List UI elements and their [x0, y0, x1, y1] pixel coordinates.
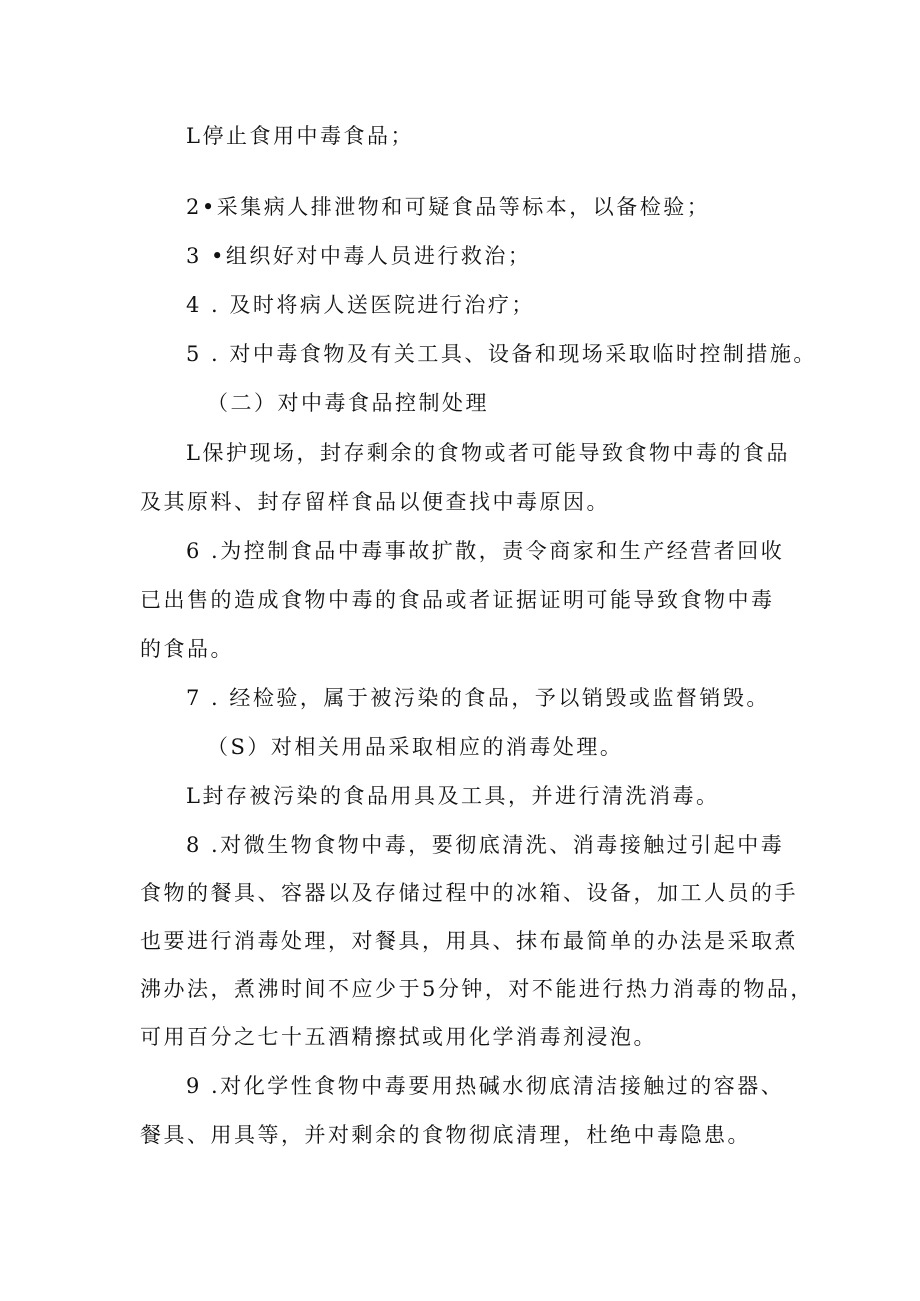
section-heading-3: （S）对相关用品采取相应的消毒处理。	[207, 735, 624, 759]
paragraph-line-14: L封存被污染的食品用具及工具，并进行清洗消毒。	[186, 784, 720, 808]
paragraph-line-8: 及其原料、封存留样食品以便查找中毒原因。	[140, 490, 610, 514]
paragraph-line-18: 沸办法，煮沸时间不应少于5分钟，对不能进行热力消毒的物品，	[140, 977, 814, 1001]
paragraph-line-4: 4 . 及时将病人送医院进行治疗；	[186, 293, 535, 317]
paragraph-line-3: 3 •组织好对中毒人员进行救治；	[186, 244, 532, 268]
paragraph-line-2: 2•采集病人排泄物和可疑食品等标本，以备检验；	[186, 195, 711, 219]
paragraph-line-9: 6 .为控制食品中毒事故扩散，责令商家和生产经营者回收	[186, 539, 785, 563]
paragraph-line-12: 7 . 经检验，属于被污染的食品，予以销毁或监督销毁。	[186, 686, 770, 710]
section-heading-2: （二）对中毒食品控制处理	[207, 391, 489, 415]
paragraph-line-1: L停止食用中毒食品；	[186, 124, 414, 148]
paragraph-line-10: 已出售的造成食物中毒的食品或者证据证明可能导致食物中毒	[140, 588, 775, 612]
paragraph-line-11: 的食品。	[140, 637, 234, 661]
paragraph-line-21: 餐具、用具等，并对剩余的食物彻底清理，杜绝中毒隐患。	[140, 1123, 751, 1147]
paragraph-line-19: 可用百分之七十五酒精擦拭或用化学消毒剂浸泡。	[140, 1025, 657, 1049]
paragraph-line-5: 5 . 对中毒食物及有关工具、设备和现场采取临时控制措施。	[186, 342, 817, 366]
paragraph-line-7: L保护现场，封存剩余的食物或者可能导致食物中毒的食品	[186, 441, 790, 465]
paragraph-line-15: 8 .对微生物食物中毒，要彻底清洗、消毒接触过引起中毒	[186, 833, 785, 857]
paragraph-line-16: 食物的餐具、容器以及存储过程中的冰箱、设备，加工人员的手	[140, 881, 798, 905]
paragraph-line-17: 也要进行消毒处理，对餐具，用具、抹布最简单的办法是采取煮	[140, 929, 798, 953]
paragraph-line-20: 9 .对化学性食物中毒要用热碱水彻底清洁接触过的容器、	[186, 1074, 785, 1098]
